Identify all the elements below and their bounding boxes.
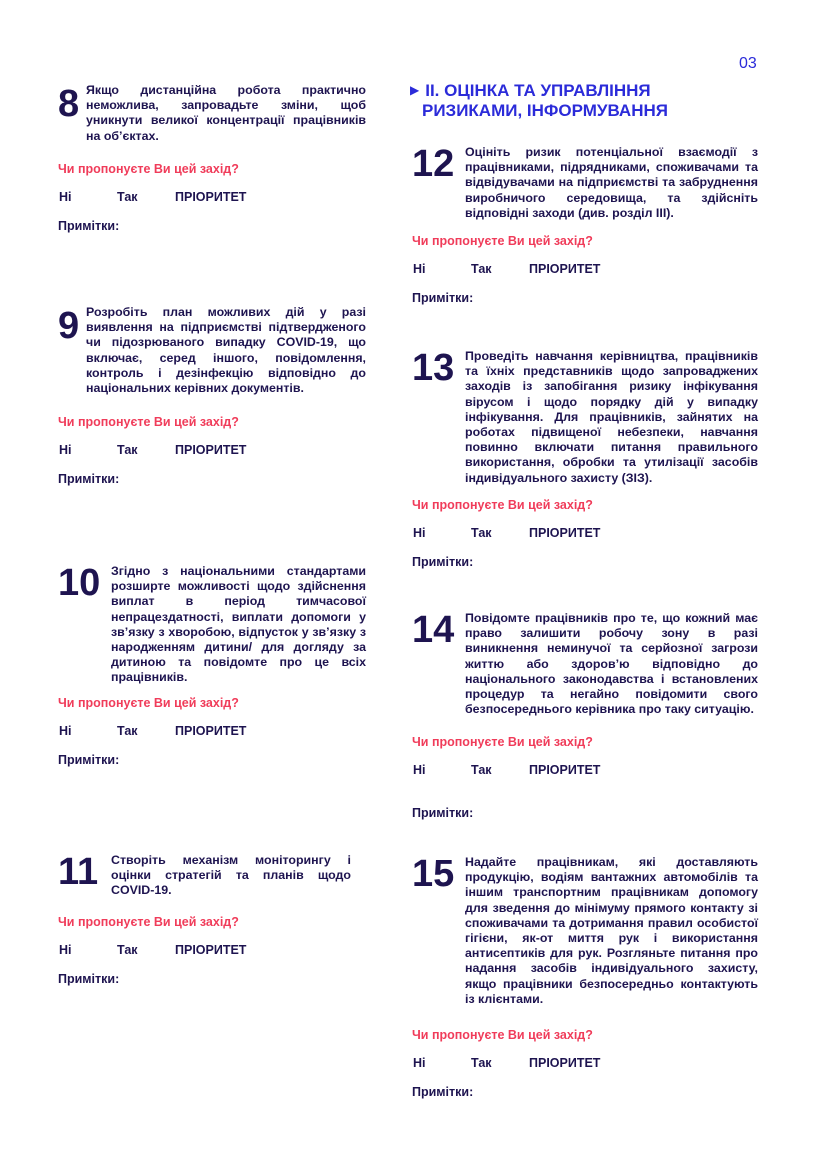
option-no[interactable]: Ні bbox=[413, 763, 426, 777]
option-priority[interactable]: ПРІОРИТЕТ bbox=[175, 190, 247, 204]
option-yes[interactable]: Так bbox=[471, 1056, 492, 1070]
notes-label: Примітки: bbox=[58, 219, 120, 233]
notes-label: Примітки: bbox=[412, 555, 474, 569]
question-label: Чи пропонуєте Ви цей захід? bbox=[412, 1028, 593, 1042]
notes-label: Примітки: bbox=[412, 806, 474, 820]
option-priority[interactable]: ПРІОРИТЕТ bbox=[529, 763, 601, 777]
question-label: Чи пропонуєте Ви цей захід? bbox=[58, 162, 239, 176]
measure-item-11 bbox=[58, 853, 368, 993]
option-no[interactable]: Ні bbox=[59, 943, 72, 957]
item-number: 11 bbox=[58, 851, 99, 893]
notes-label: Примітки: bbox=[412, 1085, 474, 1099]
question-label: Чи пропонуєте Ви цей захід? bbox=[58, 415, 239, 429]
option-priority[interactable]: ПРІОРИТЕТ bbox=[529, 1056, 601, 1070]
item-text: Згідно з національними стандартами розширте можливості щодо здійснення виплат в період тимчасової непрацездатності, виплати допомоги у зв’язку з хворобою, відпусток у зв’язку з народженням дитини/ для догляду за дитиною та повідомте про це всіх працівників. bbox=[111, 564, 366, 685]
option-no[interactable]: Ні bbox=[59, 724, 72, 738]
item-number: 8 bbox=[58, 83, 80, 125]
measure-item-8 bbox=[58, 83, 368, 233]
item-number: 14 bbox=[412, 609, 455, 651]
option-priority[interactable]: ПРІОРИТЕТ bbox=[529, 262, 601, 276]
item-text: Створіть механізм моніторингу і оцінки стратегій та планів щодо COVID-19. bbox=[111, 853, 351, 898]
question-label: Чи пропонуєте Ви цей захід? bbox=[412, 735, 593, 749]
option-yes[interactable]: Так bbox=[117, 443, 138, 457]
question-label: Чи пропонуєте Ви цей захід? bbox=[412, 498, 593, 512]
option-no[interactable]: Ні bbox=[413, 262, 426, 276]
item-text: Якщо дистанційна робота практично неможлива, запровадьте зміни, щоб уникнути великої концентрації працівників на об’єктах. bbox=[86, 83, 366, 143]
notes-label: Примітки: bbox=[58, 472, 120, 486]
section-heading bbox=[410, 80, 710, 121]
measure-item-12 bbox=[412, 145, 762, 315]
triangle-marker-icon: ▶ bbox=[410, 83, 420, 97]
item-number: 13 bbox=[412, 347, 455, 389]
notes-label: Примітки: bbox=[412, 291, 474, 305]
option-no[interactable]: Ні bbox=[413, 526, 426, 540]
option-yes[interactable]: Так bbox=[471, 526, 492, 540]
option-priority[interactable]: ПРІОРИТЕТ bbox=[175, 443, 247, 457]
question-label: Чи пропонуєте Ви цей захід? bbox=[412, 234, 593, 248]
item-text: Проведіть навчання керівництва, працівників та їхніх представників щодо запроваджених заходів із запобігання ризику інфікування вірусом і щодо порядку дій у випадку інфікування. Для працівників, зайнятих на роботах підвищеної небезпеки, навчання повинно включати питання правильного використання, обробки та утилізації засобів індивідуального захисту (ЗІЗ). bbox=[465, 349, 758, 485]
measure-item-9 bbox=[58, 305, 368, 485]
question-label: Чи пропонуєте Ви цей захід? bbox=[58, 915, 239, 929]
item-number: 10 bbox=[58, 562, 101, 604]
measure-item-10 bbox=[58, 564, 368, 774]
item-number: 9 bbox=[58, 305, 80, 347]
item-text: Оцініть ризик потенціальної взаємодії з працівниками, підрядниками, споживачами та відвідувачами на підприємстві та забруднення виробничого середовища, та здійсніть відповідні заходи (див. розділ III). bbox=[465, 145, 758, 220]
option-priority[interactable]: ПРІОРИТЕТ bbox=[529, 526, 601, 540]
option-priority[interactable]: ПРІОРИТЕТ bbox=[175, 724, 247, 738]
option-yes[interactable]: Так bbox=[471, 262, 492, 276]
section-heading-line1: II. ОЦІНКА ТА УПРАВЛІННЯ bbox=[425, 81, 651, 100]
measure-item-13 bbox=[412, 349, 762, 579]
option-yes[interactable]: Так bbox=[117, 190, 138, 204]
item-number: 15 bbox=[412, 853, 455, 895]
item-text: Розробіть план можливих дій у разі виявлення на підприємстві підтвердженого чи підозрюваного випадку COVID-19, що включає, серед іншого, повідомлення, контроль і дезінфекцію відповідно до національних керівних документів. bbox=[86, 305, 366, 396]
section-heading-line2: РИЗИКАМИ, ІНФОРМУВАННЯ bbox=[422, 101, 668, 120]
item-text: Надайте працівникам, які доставляють продукцію, водіям вантажних автомобілів та іншим транспортним працівникам допомогу для зведення до мінімуму прямого контакту зі споживачами та дотримання правил особистої гігієни, як-от миття рук і використання антисептиків для рук. Розгляньте питання про надання засобів індивідуального захисту, якщо працівники безпосередньо контактують із клієнтами. bbox=[465, 855, 758, 1006]
page-number: 03 bbox=[739, 55, 757, 72]
option-yes[interactable]: Так bbox=[117, 943, 138, 957]
item-text: Повідомте працівників про те, що кожний має право залишити робочу зону в разі виникнення неминучої та серйозної загрози життю або здоров’ю відповідно до національного законодавства і встановлених процедур та негайно повідомити свого безпосереднього керівника про таку ситуацію. bbox=[465, 611, 758, 717]
notes-label: Примітки: bbox=[58, 972, 120, 986]
option-priority[interactable]: ПРІОРИТЕТ bbox=[175, 943, 247, 957]
item-number: 12 bbox=[412, 143, 455, 185]
measure-item-14 bbox=[412, 611, 762, 831]
option-no[interactable]: Ні bbox=[413, 1056, 426, 1070]
notes-label: Примітки: bbox=[58, 753, 120, 767]
measure-item-15 bbox=[412, 855, 762, 1105]
option-yes[interactable]: Так bbox=[117, 724, 138, 738]
question-label: Чи пропонуєте Ви цей захід? bbox=[58, 696, 239, 710]
option-no[interactable]: Ні bbox=[59, 443, 72, 457]
option-no[interactable]: Ні bbox=[59, 190, 72, 204]
option-yes[interactable]: Так bbox=[471, 763, 492, 777]
